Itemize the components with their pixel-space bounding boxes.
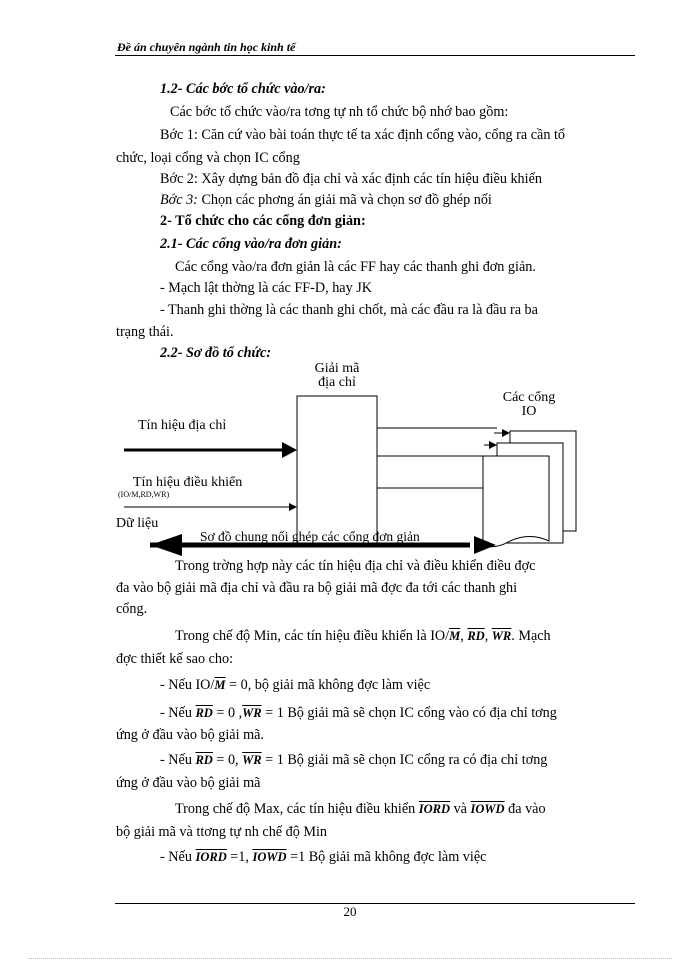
paragraph-1-line-2: đa vào bộ giải mã địa chỉ và đầu ra bộ giải mã đợc đa tới các thanh ghi	[116, 580, 518, 596]
section-2-1-paragraph: Các cổng vào/ra đơn giản là các FF hay các thanh ghi đơn giản.	[175, 259, 536, 275]
min-bullet-2-line-1	[160, 704, 557, 722]
address-signal-label: Tín hiệu địa chỉ	[138, 418, 227, 433]
min-bullet-2-pre: - Nếu	[160, 705, 196, 721]
min-mode-text: Trong chế độ Min, các tín hiệu điều khiển là IO/	[175, 628, 450, 644]
signal-iord: IORD	[418, 802, 451, 816]
max-bullet-1-post: =1 Bộ giải mã không đợc làm việc	[286, 849, 487, 865]
signal-iowd: IOWD	[470, 802, 505, 816]
paragraph-3-line-1	[175, 800, 546, 818]
section-1-2-intro: Các bớc tổ chức vào/ra tơng tự nh tổ chức bộ nhớ bao gồm:	[170, 104, 509, 120]
paragraph-3-line-2: bộ giải mã và ttơng tự nh chế độ Min	[116, 824, 328, 840]
min-bullet-3-pre: - Nếu	[160, 752, 196, 768]
section-1-2-heading: 1.2- Các bớc tổ chức vào/ra:	[160, 81, 326, 97]
min-bullet-3-mid: = 0,	[212, 752, 243, 768]
section-2-1-bullet-2-line-2: trạng thái.	[116, 324, 174, 340]
step-1-line-2: chức, loại cổng và chọn IC cổng	[116, 150, 300, 166]
min-bullet-3-line-2: ứng ở đầu vào bộ giải mã	[116, 775, 261, 791]
decoder-label-1: Giải mã	[314, 361, 360, 376]
min-bullet-3-line-1	[160, 751, 547, 769]
signal-wr: $\overline{WR}$	[242, 753, 262, 767]
section-2-1-heading: 2.1- Các cổng vào/ra đơn giản:	[160, 236, 342, 252]
paragraph-2-line-2: đợc thiết kế sao cho:	[116, 651, 234, 667]
paragraph-1-line-1: Trong trờng hợp này các tín hiệu địa chỉ và điều khiển điều đợc	[175, 558, 536, 574]
control-arrow-head	[289, 503, 297, 511]
port-box-front	[483, 456, 549, 547]
ports-label-1: Các cổng	[502, 390, 556, 405]
min-bullet-3-post: = 1 Bộ giải mã sẽ chọn IC cổng ra có địa chỉ tơng	[265, 752, 548, 768]
signal-rd: $\overline{RD}$	[467, 629, 485, 643]
address-arrow-head	[282, 442, 297, 458]
signal-rd: $\overline{RD}$	[195, 753, 213, 767]
min-bullet-1-pre: - Nếu IO/	[160, 677, 215, 693]
signal-iord: IORD	[195, 850, 227, 864]
paragraph-2-line-1: Trong chế độ Min, các tín hiệu điều khiển là $IO/\overline{M}$, $\overline{RD}$, $\overline{WR}$. Mạch	[175, 628, 551, 644]
signal-wr: $\overline{WR}$	[491, 629, 512, 643]
page-number: 20	[343, 904, 357, 919]
min-bullet-2-post: = 1 Bộ giải mã sẽ chọn IC cổng vào có địa chỉ tơng	[265, 705, 557, 721]
decoder-box	[297, 396, 377, 544]
min-bullet-2-line-2: ứng ở đầu vào bộ giải mã.	[116, 727, 264, 743]
signal-wr: $\overline{WR}$	[242, 706, 262, 720]
max-bullet-1	[160, 848, 486, 866]
page-edge-dotted-line	[28, 958, 672, 959]
section-2-2-heading: 2.2- Sơ đồ tổ chức:	[160, 345, 272, 361]
min-mode-post: . Mạch	[511, 628, 551, 644]
section-2-1-bullet-2-line-1: - Thanh ghi thờng là các thanh ghi chốt, mà các đầu ra là đầu ra ba	[160, 302, 538, 318]
ports-label-2: IO	[521, 404, 537, 419]
section-2-heading: 2- Tổ chức cho các cổng đơn giản:	[160, 213, 366, 229]
step-1-line-1: Bớc 1: Căn cứ vào bài toán thực tế ta xác định cổng vào, cổng ra cần tổ	[160, 127, 566, 143]
step-3-label: Bớc 3:	[160, 192, 198, 208]
max-mode-post: đa vào	[504, 801, 546, 817]
max-bullet-1-mid: =1,	[226, 849, 253, 865]
min-bullet-1-post: = 0, bộ giải mã không đợc làm việc	[225, 677, 431, 693]
step-3-text: Chọn các phơng án giải mã và chọn sơ đồ ghép nối	[201, 192, 492, 208]
section-2-1-bullet-1: - Mạch lật thờng là các FF-D, hay JK	[160, 280, 372, 296]
min-bullet-2-mid: = 0 ,	[212, 705, 243, 721]
max-bullet-1-pre: - Nếu	[160, 849, 196, 865]
step-2: Bớc 2: Xây dựng bản đồ địa chỉ và xác định các tín hiệu điều khiển	[160, 171, 542, 187]
signal-iowd: IOWD	[252, 850, 287, 864]
min-bullet-1	[160, 676, 430, 694]
paragraph-1-line-3: cổng.	[116, 601, 148, 617]
diagram-caption: Sơ đồ chung nối ghép các cổng đơn giản	[200, 529, 420, 544]
data-bus-left-head	[150, 534, 182, 556]
control-signal-sub: (IO/M,RD,WR)	[118, 490, 170, 499]
data-label: Dữ liệu	[116, 516, 159, 531]
running-header: Đề án chuyên ngành tin học kinh tế	[117, 40, 296, 54]
max-mode-mid: và	[450, 801, 471, 817]
signal-m: $\overline{M}$	[214, 678, 226, 692]
signal-rd: $\overline{RD}$	[195, 706, 213, 720]
control-signal-label: Tín hiệu điều khiển	[133, 475, 243, 490]
decoder-label-2: địa chỉ	[318, 375, 356, 390]
max-mode-pre: Trong chế độ Max, các tín hiệu điều khiển	[175, 801, 419, 817]
signal-m: $\overline{M}$	[449, 629, 461, 643]
